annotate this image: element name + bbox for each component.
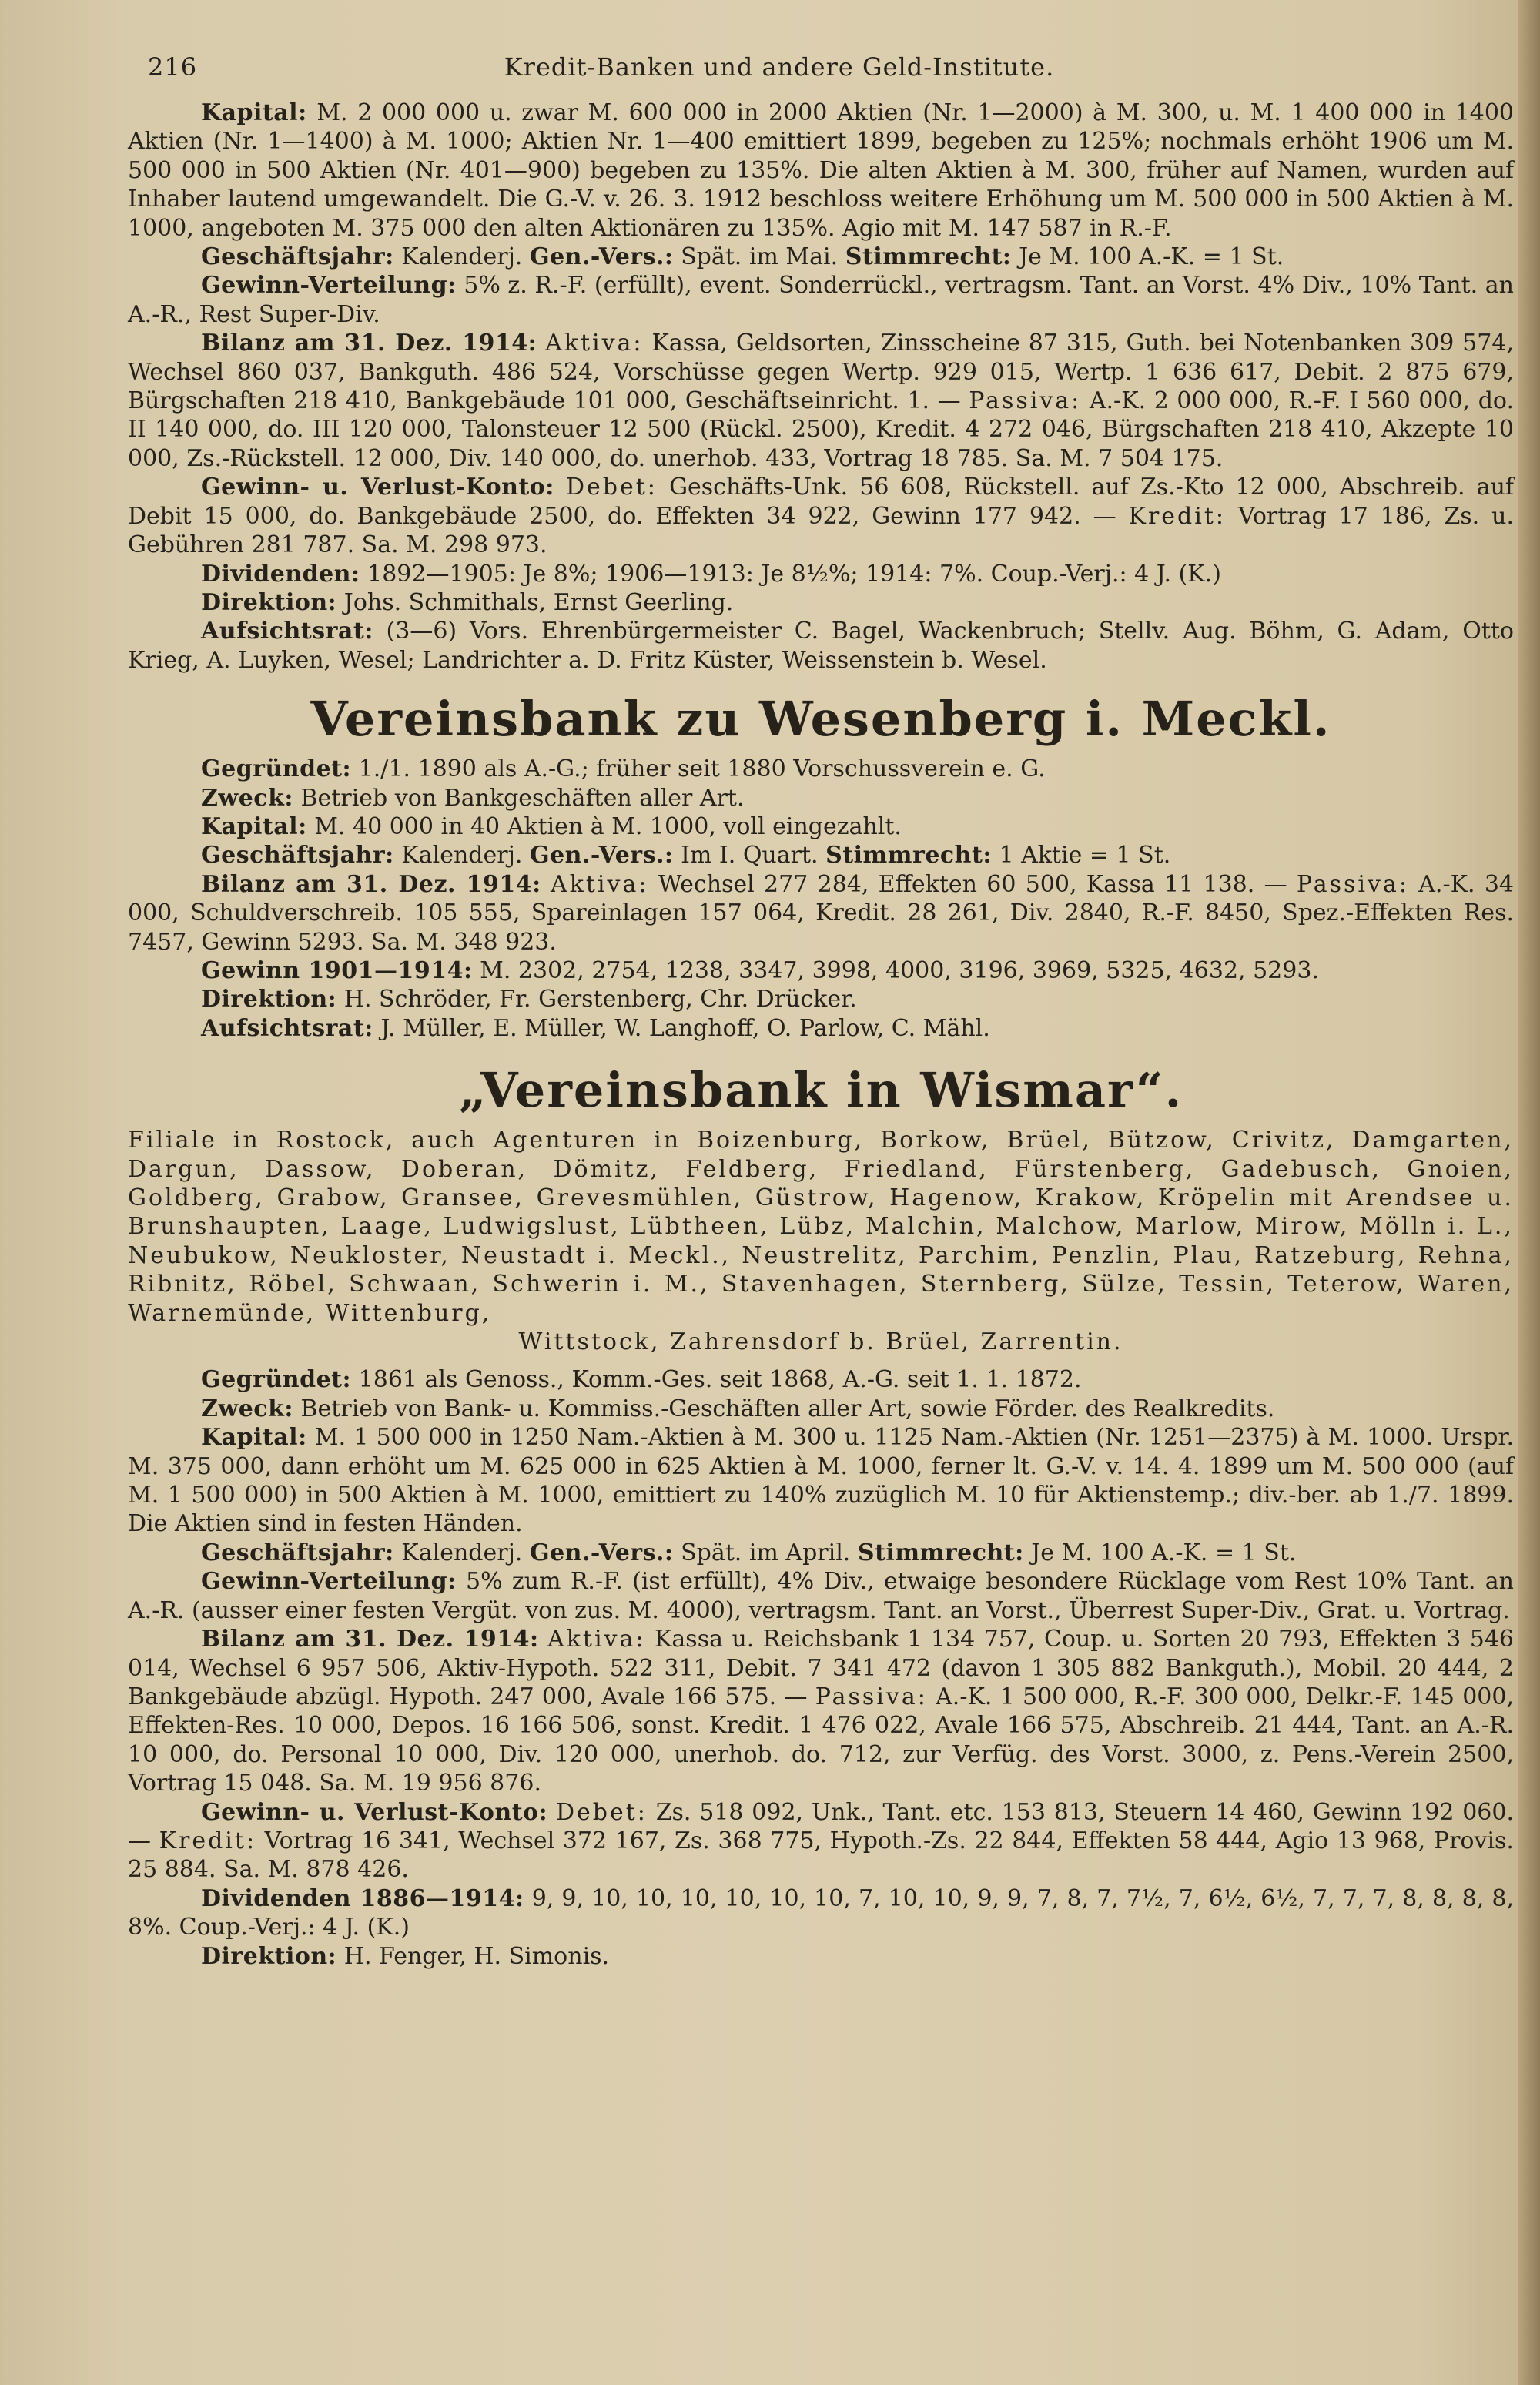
page-edge (1518, 0, 1540, 2385)
page-number: 216 (148, 52, 198, 82)
entry-filiale: Filiale in Rostock, auch Agenturen in Boizenburg, Borkow, Brüel, Bützow, Crivitz, Damgarten, Dargun, Dassow, Doberan, Dömitz, Feldberg, Friedland, Fürstenberg, Gadebusch, Gnoien, Goldberg, Grabow, Gransee, Grevesmühlen, Güstrow, Hagenow, Krakow, Kröpelin mit Arendsee u. Brunshaupten, Laage, Ludwigslust, Lübtheen, Lübz, Malchin, Malchow, Marlow, Mirow, Mölln i. L., Neubukow, Neukloster, Neustadt i. Meckl., Neustrelitz, Parchim, Penzlin, Plau, Ratzeburg, Rehna, Ribnitz, Röbel, Schwaan, Schwerin i. M., Stavenhagen, Sternberg, Sülze, Tessin, Teterow, Waren, Warnemünde, Wittenburg, (128, 1127, 1514, 1327)
entry-dividenden: Dividenden: 1892—1905: Je 8%; 1906—1913: Je 8½%; 1914: 7%. Coup.-Verj.: 4 J. (K.) (201, 560, 1221, 588)
entry-filiale-last: Wittstock, Zahrensdorf b. Brüel, Zarrentin. (518, 1328, 1123, 1356)
entry-geschaeftsjahr: Geschäftsjahr: Kalenderj. Gen.-Vers.: Spät. im April. Stimmrecht: Je M. 100 A.-K. = 1 St. (201, 1539, 1297, 1566)
entry-direktion: Direktion: Johs. Schmithals, Ernst Geerling. (201, 588, 734, 616)
entry-geschaeftsjahr: Geschäftsjahr: Kalenderj. Gen.-Vers.: Im I. Quart. Stimmrecht: 1 Aktie = 1 St. (201, 842, 1171, 869)
entry-wismar (128, 1060, 1514, 1971)
entry-gewinn-verlust: Gewinn- u. Verlust-Konto: Debet: Zs. 518 092, Unk., Tant. etc. 153 813, Steuern 14 460, Gewinn 192 060. — Kredit: Vortrag 16 341, Wechsel 372 167, Zs. 368 775, Hypoth.-Zs. 22 844, Effekten 58 444, Agio 13 968, Provis. 25 884. Sa. M. 878 426. (128, 1798, 1515, 1884)
entry-gewinn: Gewinn 1901—1914: M. 2302, 2754, 1238, 3347, 3998, 4000, 3196, 3969, 5325, 4632, 5293. (201, 956, 1319, 984)
entry-wesenberg (128, 688, 1514, 1043)
entry-zweck: Zweck: Betrieb von Bankgeschäften aller Art. (201, 784, 745, 812)
entry-gewinn-verteilung: Gewinn-Verteilung: 5% zum R.-F. (ist erfüllt), 4% Div., etwaige besondere Rücklage vom Rest 10% Tant. an A.-R. (ausser einer festen Vergüt. von zus. M. 4000), vertragsm. Tant. an Vorst., Überrest Super-Div., Grat. u. Vortrag. (128, 1568, 1514, 1624)
entry-zweck: Zweck: Betrieb von Bank- u. Kommiss.-Geschäften aller Art, sowie Förder. des Realkredits. (201, 1395, 1275, 1422)
entry-title: Vereinsbank zu Wesenberg i. Meckl. (310, 691, 1331, 748)
entry-kapital: Kapital: M. 40 000 in 40 Aktien à M. 1000, voll eingezahlt. (201, 812, 902, 840)
page-header (148, 52, 1411, 88)
entry-aufsichtsrat: Aufsichtsrat: (3—6) Vors. Ehrenbürgermeister C. Bagel, Wackenbruch; Stellv. Aug. Böhm, G. Adam, Otto Krieg, A. Luyken, Wesel; Landrichter a. D. Fritz Küster, Weissenstein b. Wesel. (128, 618, 1514, 674)
page-content (128, 99, 1514, 1971)
entry-direktion: Direktion: H. Schröder, Fr. Gerstenberg, Chr. Drücker. (201, 986, 857, 1013)
entry-bilanz: Bilanz am 31. Dez. 1914: Aktiva: Kassa u. Reichsbank 1 134 757, Coup. u. Sorten 20 793, Effekten 3 546 014, Wechsel 6 957 506, Aktiv-Hypoth. 522 311, Debit. 7 341 472 (davon 1 305 882 Bankguth.), Mobil. 20 444, 2 Bankgebäude abzügl. Hypoth. 247 000, Avale 166 575. — Passiva: A.-K. 1 500 000, R.-F. 300 000, Delkr.-F. 145 000, Effekten-Res. 10 000, Depos. 16 166 506, sonst. Kredit. 1 476 022, Avale 166 575, Abschreib. 21 444, Tant. an A.-R. 10 000, do. Personal 10 000, Div. 120 000, unerhob. do. 712, zur Verfüg. des Vorst. 3000, z. Pens.-Verein 2500, Vortrag 15 048. Sa. M. 19 956 876. (128, 1626, 1514, 1797)
entry-dividenden: Dividenden 1886—1914: 9, 9, 10, 10, 10, 10, 10, 10, 7, 10, 10, 9, 9, 7, 8, 7, 7½, 7, 6½, 6½, 7, 7, 7, 8, 8, 8, 8, 8%. Coup.-Verj.: 4 J. (K.) (128, 1884, 1514, 1941)
entry-kapital: Kapital: M. 1 500 000 in 1250 Nam.-Aktien à M. 300 u. 1125 Nam.-Aktien (Nr. 1251—2375) à M. 1000. Urspr. M. 375 000, dann erhöht um M. 625 000 in 625 Aktien à M. 1000, ferner lt. G.-V. v. 14. 4. 1899 um M. 500 000 (auf M. 1 500 000) in 500 Aktien à M. 1000, emittiert zu 140% zuzüglich M. 10 für Aktienstemp.; div.-ber. ab 1./7. 1899. Die Aktien sind in festen Händen. (128, 1424, 1515, 1538)
entry-gegruendet: Gegründet: 1./1. 1890 als A.-G.; früher seit 1880 Vorschussverein e. G. (201, 755, 1046, 783)
entry-bilanz: Bilanz am 31. Dez. 1914: Aktiva: Kassa, Geldsorten, Zinsscheine 87 315, Guth. bei Notenbanken 309 574, Wechsel 860 037, Bankguth. 486 524, Vorschüsse gegen Wertp. 929 015, Wertp. 1 636 617, Debit. 2 875 679, Bürgschaften 218 410, Bankgebäude 101 000, Geschäftseinricht. 1. — Passiva: A.-K. 2 000 000, R.-F. I 560 000, do. II 140 000, do. III 120 000, Talonsteuer 12 500 (Rückl. 2500), Kredit. 4 272 046, Bürgschaften 218 410, Akzepte 10 000, Zs.-Rückstell. 12 000, Div. 140 000, do. unerhob. 433, Vortrag 18 785. Sa. M. 7 504 175. (128, 330, 1514, 472)
entry-gegruendet: Gegründet: 1861 als Genoss., Komm.-Ges. seit 1868, A.-G. seit 1. 1. 1872. (201, 1366, 1082, 1394)
running-title: Kredit-Banken und andere Geld-Institute. (504, 52, 1055, 82)
entry-title: „Vereinsbank in Wismar“. (458, 1062, 1183, 1119)
entry-direktion: Direktion: H. Fenger, H. Simonis. (201, 1942, 610, 1970)
entry-aufsichtsrat: Aufsichtsrat: J. Müller, E. Müller, W. Langhoff, O. Parlow, C. Mähl. (201, 1014, 990, 1042)
entry-kapital: Kapital: M. 2 000 000 u. zwar M. 600 000 in 2000 Aktien (Nr. 1—2000) à M. 300, u. M. 1 400 000 in 1400 Aktien (Nr. 1—1400) à M. 1000; Aktien Nr. 1—400 emittiert 1899, begeben zu 125%; nochmals erhöht 1906 um M. 500 000 in 500 Aktien (Nr. 401—900) begeben zu 135%. Die alten Aktien à M. 300, früher auf Namen, wurden auf Inhaber lautend umgewandelt. Die G.-V. v. 26. 3. 1912 beschloss weitere Erhöhung um M. 500 000 in 500 Aktien à M. 1000, angeboten M. 375 000 den alten Aktionären zu 135%. Agio mit M. 147 587 in R.-F. (128, 99, 1514, 242)
entry-geschaeftsjahr: Geschäftsjahr: Kalenderj. Gen.-Vers.: Spät. im Mai. Stimmrecht: Je M. 100 A.-K. = 1 St. (201, 243, 1284, 271)
entry-gewinn-verlust: Gewinn- u. Verlust-Konto: Debet: Geschäfts-Unk. 56 608, Rückstell. auf Zs.-Kto 12 000, Abschreib. auf Debit 15 000, do. Bankgebäude 2500, do. Effekten 34 922, Gewinn 177 942. — Kredit: Vortrag 17 186, Zs. u. Gebühren 281 787. Sa. M. 298 973. (128, 474, 1514, 559)
entry-bilanz: Bilanz am 31. Dez. 1914: Aktiva: Wechsel 277 284, Effekten 60 500, Kassa 11 138. — Passiva: A.-K. 34 000, Schuldverschreib. 105 555, Spareinlagen 157 064, Kredit. 28 261, Div. 2840, R.-F. 8450, Spez.-Effekten Res. 7457, Gewinn 5293. Sa. M. 348 923. (128, 870, 1514, 956)
entry-continued (128, 99, 1514, 675)
spacer (128, 1356, 1514, 1365)
entry-gewinn-verteilung: Gewinn-Verteilung: 5% z. R.-F. (erfüllt), event. Sonderrückl., vertragsm. Tant. an Vorst. 4% Div., 10% Tant. an A.-R., Rest Super-Div. (128, 272, 1514, 328)
